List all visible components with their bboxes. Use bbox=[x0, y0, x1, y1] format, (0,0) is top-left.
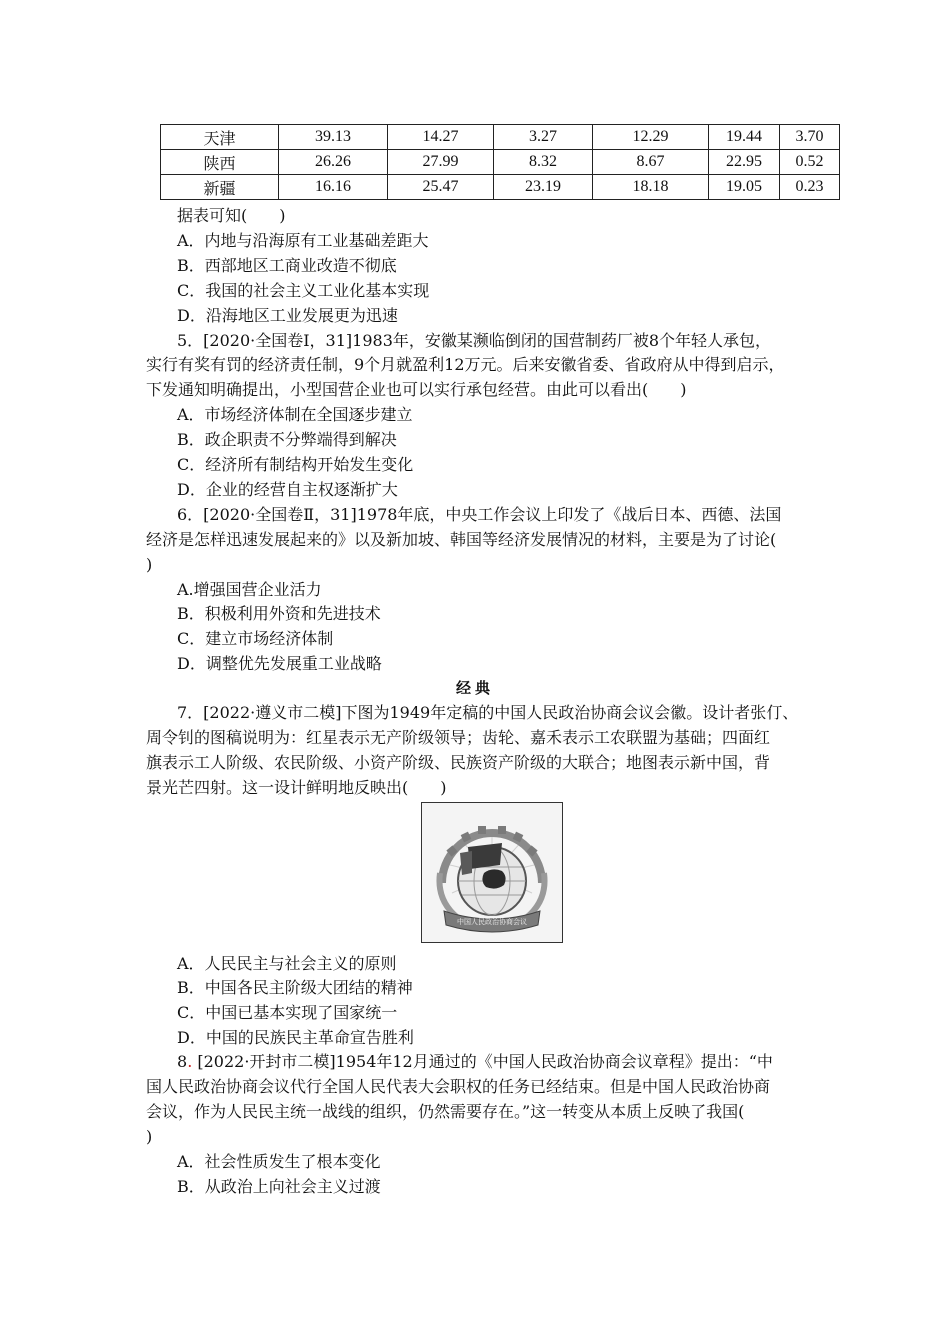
table-cell: 27.99 bbox=[388, 150, 494, 175]
option-a: A．市场经济体制在全国逐步建立 bbox=[177, 405, 413, 424]
data-table bbox=[160, 124, 840, 200]
question-text: 经济是怎样迅速发展起来的》以及新加坡、韩国等经济发展情况的材料，主要是为了讨论( bbox=[146, 530, 777, 549]
table-cell: 天津 bbox=[161, 125, 279, 150]
question-text: 国人民政治协商会议代行全国人民代表大会职权的任务已经结束。但是中国人民政治协商 bbox=[146, 1077, 771, 1096]
question-text bbox=[177, 1049, 773, 1074]
table-cell: 12.29 bbox=[593, 125, 709, 150]
cppcc-emblem-image bbox=[421, 802, 563, 943]
table-row bbox=[161, 125, 840, 150]
section-heading: 经典 bbox=[455, 679, 494, 697]
option-d: D．调整优先发展重工业战略 bbox=[177, 654, 382, 673]
option-c: C．建立市场经济体制 bbox=[177, 629, 334, 648]
question-number: 8 bbox=[177, 1052, 188, 1071]
question-text: 景光芒四射。这一设计鲜明地反映出( ) bbox=[146, 778, 447, 797]
option-b: B．积极利用外资和先进技术 bbox=[177, 604, 381, 623]
question-stem: 据表可知( ) bbox=[177, 206, 286, 225]
option-a: A．人民民主与社会主义的原则 bbox=[177, 954, 397, 973]
table-row bbox=[161, 175, 840, 200]
table-cell: 22.95 bbox=[709, 150, 780, 175]
emblem-ribbon-text: 中国人民政治协商会议 bbox=[457, 918, 527, 926]
question-text: 7．[2022·遵义市二模]下图为1949年定稿的中国人民政治协商会议会徽。设计者张仃、 bbox=[177, 703, 799, 722]
table-cell: 3.27 bbox=[494, 125, 593, 150]
table-cell: 8.32 bbox=[494, 150, 593, 175]
option-a: A．内地与沿海原有工业基础差距大 bbox=[177, 231, 429, 250]
table-cell: 39.13 bbox=[279, 125, 388, 150]
option-a: A.增强国营企业活力 bbox=[177, 580, 322, 599]
table-cell: 23.19 bbox=[494, 175, 593, 200]
table-cell: 16.16 bbox=[279, 175, 388, 200]
option-d: D．沿海地区工业发展更为迅速 bbox=[177, 306, 398, 325]
option-b: B．西部地区工商业改造不彻底 bbox=[177, 256, 397, 275]
option-c: C．中国已基本实现了国家统一 bbox=[177, 1003, 398, 1022]
question-text: 5．[2020·全国卷Ⅰ，31]1983年，安徽某濒临倒闭的国营制药厂被8个年轻人承包， bbox=[177, 331, 772, 350]
table-cell: 26.26 bbox=[279, 150, 388, 175]
question-number-dot: . bbox=[187, 1052, 193, 1071]
table-cell: 25.47 bbox=[388, 175, 494, 200]
question-text: 会议，作为人民民主统一战线的组织，仍然需要存在。”这一转变从本质上反映了我国( bbox=[146, 1102, 745, 1121]
table-cell: 3.70 bbox=[780, 125, 840, 150]
option-d: D．中国的民族民主革命宣告胜利 bbox=[177, 1028, 414, 1047]
question-text: 实行有奖有罚的经济责任制，9个月就盈利12万元。后来安徽省委、省政府从中得到启示， bbox=[146, 355, 785, 374]
question-text: 旗表示工人阶级、农民阶级、小资产阶级、民族资产阶级的大联合；地图表示新中国，背 bbox=[146, 753, 771, 772]
option-b: B．中国各民主阶级大团结的精神 bbox=[177, 978, 413, 997]
table-cell: 陕西 bbox=[161, 150, 279, 175]
table-cell: 0.23 bbox=[780, 175, 840, 200]
option-c: C．我国的社会主义工业化基本实现 bbox=[177, 281, 430, 300]
question-text: 下发通知明确提出，小型国营企业也可以实行承包经营。由此可以看出( ) bbox=[146, 380, 687, 399]
option-a: A．社会性质发生了根本变化 bbox=[177, 1152, 381, 1171]
option-b: B．从政治上向社会主义过渡 bbox=[177, 1177, 381, 1196]
question-text: 周令钊的图稿说明为：红星表示无产阶级领导；齿轮、嘉禾表示工农联盟为基础；四面红 bbox=[146, 728, 771, 747]
option-d: D．企业的经营自主权逐渐扩大 bbox=[177, 480, 398, 499]
table-cell: 19.44 bbox=[709, 125, 780, 150]
table-row bbox=[161, 150, 840, 175]
question-text-rest: [2022·开封市二模]1954年12月通过的《中国人民政治协商会议章程》提出：“中 bbox=[192, 1052, 773, 1071]
option-b: B．政企职责不分弊端得到解决 bbox=[177, 430, 397, 449]
question-text: 6．[2020·全国卷Ⅱ，31]1978年底，中央工作会议上印发了《战后日本、西德、法国 bbox=[177, 505, 782, 524]
question-text: ) bbox=[146, 1127, 153, 1146]
table-cell: 18.18 bbox=[593, 175, 709, 200]
table-cell: 14.27 bbox=[388, 125, 494, 150]
option-c: C．经济所有制结构开始发生变化 bbox=[177, 455, 414, 474]
table-cell: 19.05 bbox=[709, 175, 780, 200]
emblem-icon bbox=[422, 803, 562, 942]
table-cell: 8.67 bbox=[593, 150, 709, 175]
question-text: ) bbox=[146, 555, 153, 574]
table-cell: 0.52 bbox=[780, 150, 840, 175]
table-cell: 新疆 bbox=[161, 175, 279, 200]
